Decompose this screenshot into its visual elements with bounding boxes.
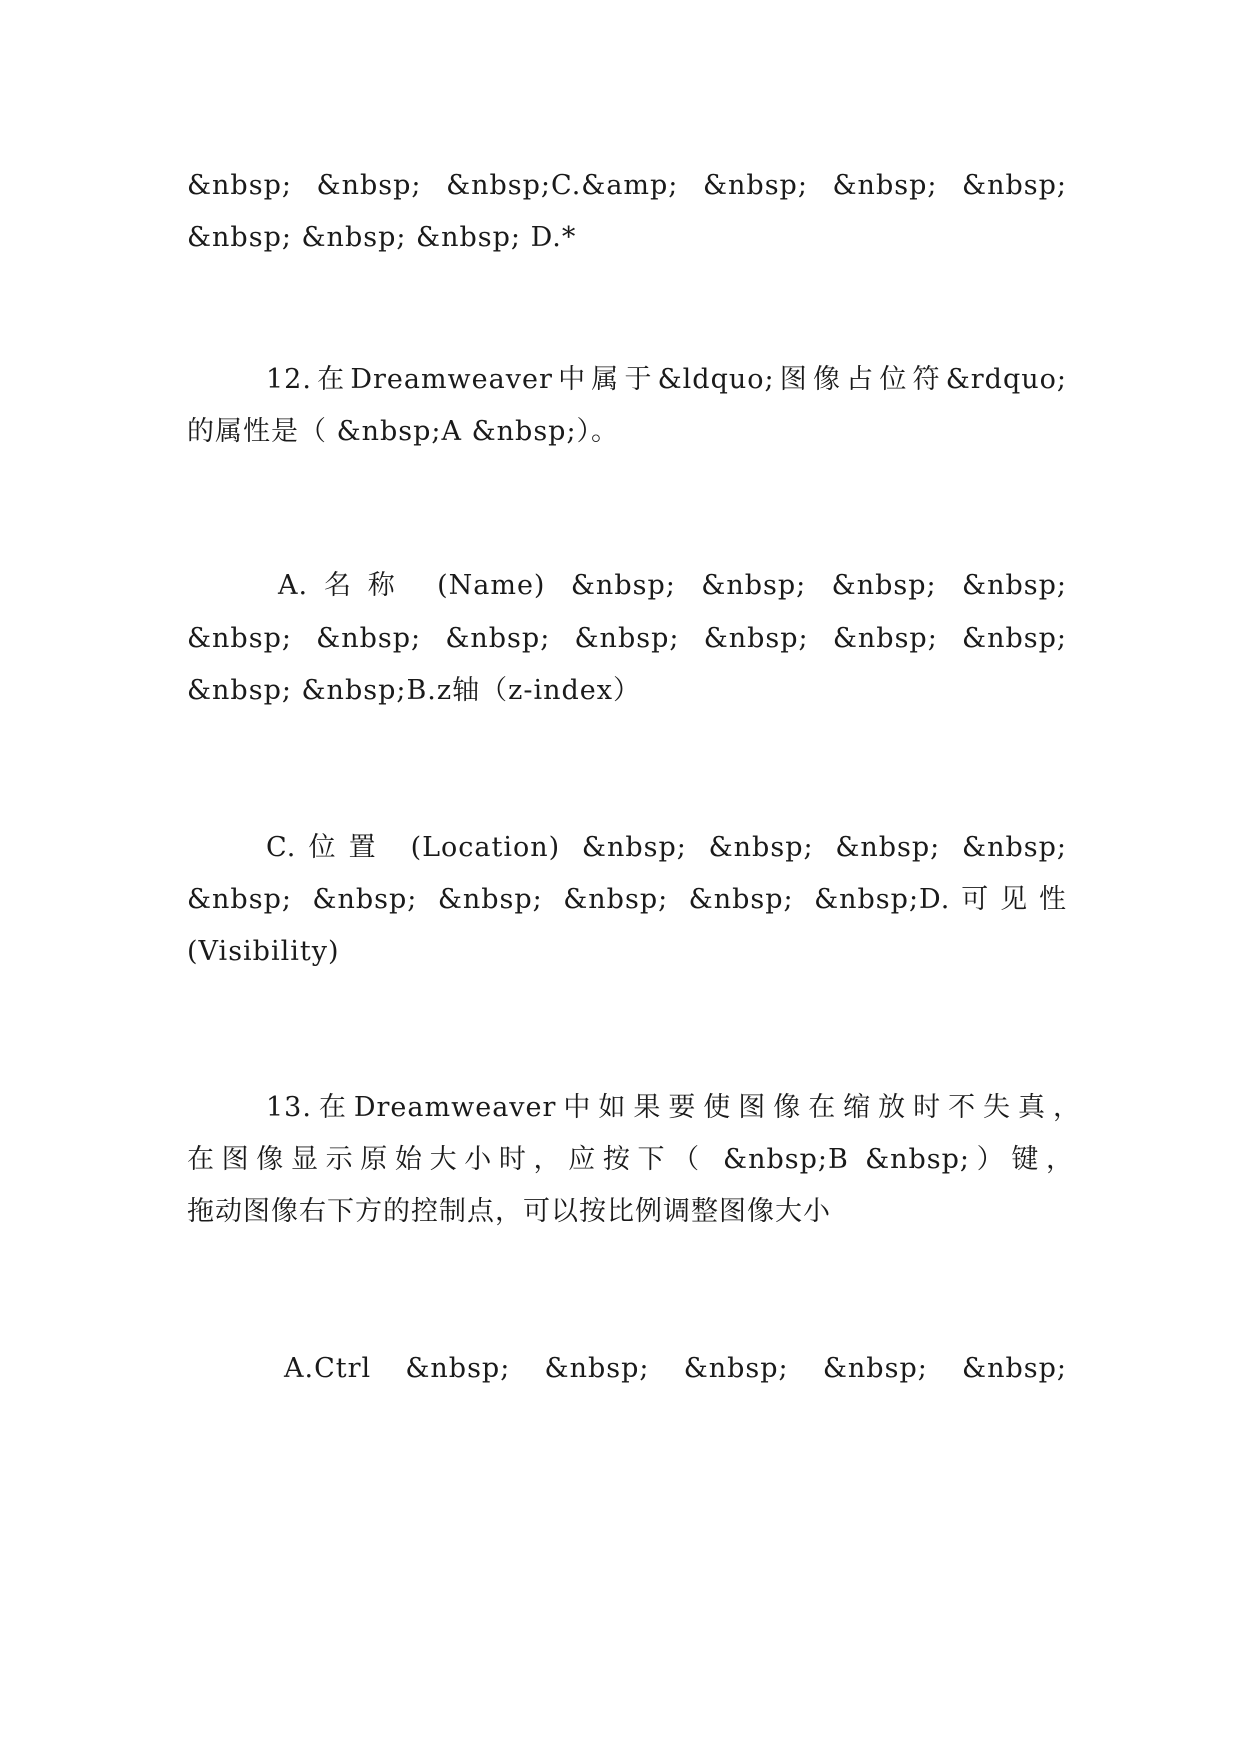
question-13-line-1: 13.在Dreamweaver中如果要使图像在缩放时不失真， <box>266 1092 1081 1123</box>
question-12-line-1: 12.在Dreamweaver中属于&ldquo;图像占位符&rdquo; <box>266 364 1067 395</box>
option-line-c: &nbsp; &nbsp; &nbsp;C.&amp; &nbsp; &nbsp; &nbsp; <box>187 170 1067 201</box>
q12-option-spacing-line: &nbsp; &nbsp; &nbsp; &nbsp; &nbsp; &nbsp; &nbsp; <box>187 623 1067 654</box>
option-line-d: &nbsp; &nbsp; &nbsp; D.* <box>187 222 577 253</box>
question-13-line-2: 在图像显示原始大小时，应按下（ &nbsp;B &nbsp;）键， <box>187 1144 1074 1175</box>
q13-option-a-line: A.Ctrl &nbsp; &nbsp; &nbsp; &nbsp; &nbsp; <box>284 1353 1067 1384</box>
q12-option-d-line: &nbsp; &nbsp; &nbsp; &nbsp; &nbsp; &nbsp;D.可见性 <box>187 884 1067 915</box>
q12-option-d-continuation: (Visibility) <box>187 936 340 967</box>
question-13-line-3: 拖动图像右下方的控制点，可以按比例调整图像大小 <box>187 1196 831 1227</box>
q12-option-c-line: C.位置 (Location) &nbsp; &nbsp; &nbsp; &nbsp; <box>266 832 1067 863</box>
q12-option-b-line: &nbsp; &nbsp;B.z轴（z-index） <box>187 675 641 706</box>
question-12-line-2: 的属性是（ &nbsp;A &nbsp;）。 <box>187 416 620 447</box>
q12-option-a-line: A.名称 (Name) &nbsp; &nbsp; &nbsp; &nbsp; <box>278 570 1067 601</box>
